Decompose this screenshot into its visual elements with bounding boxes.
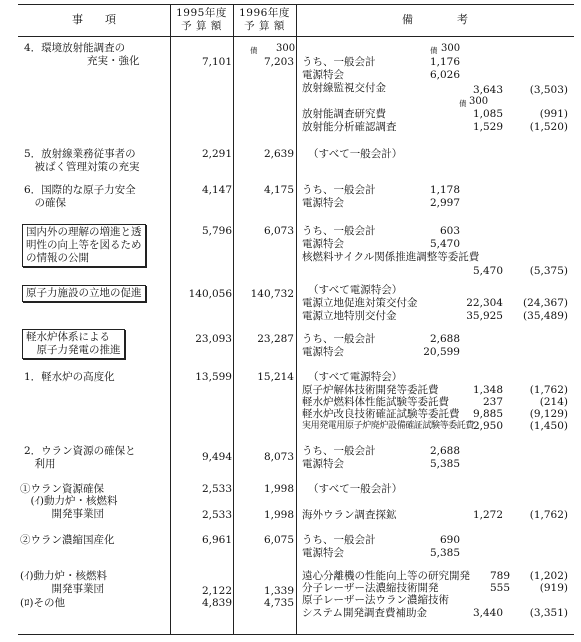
value-1995: 4,147 xyxy=(201,184,232,196)
note-amount: 2,688 xyxy=(429,333,460,345)
note-prev: (214) xyxy=(539,396,568,408)
item-title: ②ウラン濃縮国産化 xyxy=(20,534,115,546)
note-text: 放射線監視交付金 xyxy=(302,82,386,94)
note-amount: 5,385 xyxy=(429,458,460,470)
value-1995: 9,494 xyxy=(201,451,232,463)
note-text: 電源特会 xyxy=(302,458,344,470)
note-text: 核燃料サイクル関係推進調整等委託費 xyxy=(302,251,480,263)
note-prev: (1,450) xyxy=(529,420,568,432)
note-amount: 690 xyxy=(439,534,460,546)
note-amount: 35,925 xyxy=(466,310,503,322)
note-text: （すべて電源特会） xyxy=(308,371,403,383)
note-text: 原子炉解体技術開発等委託費 xyxy=(302,384,439,396)
value-1996: 4,735 xyxy=(263,597,294,609)
item-title-boxed: 原子力施設の立地の促進 xyxy=(22,285,146,302)
note-text: （すべて一般会計） xyxy=(308,483,403,495)
note-amount: 789 xyxy=(489,570,510,582)
value-1995: 2,533 xyxy=(201,509,232,521)
note-text: うち、一般会計 xyxy=(302,56,376,68)
value-1996: 6,073 xyxy=(263,225,294,237)
column-divider xyxy=(296,4,297,635)
debt-amount: 300 xyxy=(276,43,296,54)
note-text: 電源立地特別交付金 xyxy=(302,310,397,322)
note-amount: 237 xyxy=(482,396,503,408)
note-prev: (9,129) xyxy=(529,408,568,420)
value-1995: 140,056 xyxy=(188,288,232,300)
note-amount: 603 xyxy=(439,225,460,237)
note-amount: 1,272 xyxy=(472,509,503,521)
note-text: 原子レーザー法ウラン濃縮技術 xyxy=(302,594,449,606)
header-notes: 備 考 xyxy=(402,13,468,26)
item-title: (ｲ)動力炉・核燃料 開発事業団 xyxy=(20,570,107,595)
value-1996: 23,287 xyxy=(257,333,294,345)
note-text: 放射能調査研究費 xyxy=(302,108,386,120)
value-1995: 2,122 xyxy=(201,585,232,597)
note-amount: 6,026 xyxy=(429,69,460,81)
item-title-boxed: 国内外の理解の増進と透 明性の向上等を図るため の情報の公開 xyxy=(22,224,146,267)
note-text: うち、一般会計 xyxy=(302,225,376,237)
note-text: 実用発電用原子炉廃炉設備確証試験等委託費 xyxy=(302,421,475,431)
note-text: 電源特会 xyxy=(302,238,344,250)
note-text: 電源特会 xyxy=(302,547,344,559)
note-amount: 1,176 xyxy=(429,56,460,68)
note-text: 遠心分離機の性能向上等の研究開発 xyxy=(302,570,470,582)
note-amount: 1,348 xyxy=(472,384,503,396)
budget-table xyxy=(18,4,574,636)
column-divider xyxy=(233,4,234,635)
note-amount: 5,470 xyxy=(429,238,460,250)
note-text: うち、一般会計 xyxy=(302,534,376,546)
column-divider xyxy=(170,4,171,635)
value-1996: 15,214 xyxy=(257,371,294,383)
value-1995: 5,796 xyxy=(201,225,232,237)
note-amount: 2,688 xyxy=(429,445,460,457)
note-text: 電源特会 xyxy=(302,346,344,358)
debt-amount: 300 xyxy=(469,96,489,107)
note-amount: 2,997 xyxy=(429,197,460,209)
value-1996: 1,998 xyxy=(263,483,294,495)
item-title: 6．国際的な原子力安全 の確保 xyxy=(24,184,136,209)
note-text: うち、一般会計 xyxy=(302,184,376,196)
debt-marker: 債 xyxy=(459,99,467,108)
item-title: (ｲ)動力炉・核燃料 開発事業団 xyxy=(30,495,118,520)
item-title: 1．軽水炉の高度化 xyxy=(24,371,115,383)
note-amount: 1,178 xyxy=(429,184,460,196)
item-title: ①ウラン資源確保 xyxy=(20,483,104,495)
note-prev: (919) xyxy=(539,582,568,594)
note-text: 電源特会 xyxy=(302,69,344,81)
note-text: うち、一般会計 xyxy=(302,445,376,457)
value-1995: 13,599 xyxy=(195,371,232,383)
note-text: システム開発調査費補助金 xyxy=(302,607,427,619)
value-1995: 2,291 xyxy=(201,148,232,160)
note-amount: 1,529 xyxy=(472,121,503,133)
value-1996: 8,073 xyxy=(263,451,294,463)
note-amount: 3,643 xyxy=(472,84,503,96)
value-1996: 7,203 xyxy=(263,56,294,68)
value-1995: 6,961 xyxy=(201,534,232,546)
note-amount: 20,599 xyxy=(423,346,460,358)
note-text: 軽水炉改良技術確証試験等委託費 xyxy=(302,408,460,420)
note-prev: (3,503) xyxy=(529,84,568,96)
note-text: 放射能分析確認調査 xyxy=(302,121,397,133)
value-1995: 7,101 xyxy=(201,56,232,68)
note-prev: (35,489) xyxy=(523,310,568,322)
item-title: 2．ウラン資源の確保と 利用 xyxy=(24,445,136,470)
note-text: 軽水炉燃料体性能試験等委託費 xyxy=(302,396,449,408)
note-amount: 2,950 xyxy=(472,420,503,432)
value-1996: 6,075 xyxy=(263,534,294,546)
note-amount: 5,385 xyxy=(429,547,460,559)
note-amount: 3,440 xyxy=(472,607,503,619)
debt-marker: 債 xyxy=(250,46,258,55)
note-text: 海外ウラン調査探鉱 xyxy=(302,509,397,521)
item-title-boxed: 軽水炉体系による 原子力発電の推進 xyxy=(22,329,125,359)
value-1995: 23,093 xyxy=(195,333,232,345)
value-1995: 2,533 xyxy=(201,483,232,495)
value-1996: 4,175 xyxy=(263,184,294,196)
value-1996: 140,732 xyxy=(250,288,294,300)
item-title: (ﾛ)その他 xyxy=(20,597,65,609)
note-prev: (1,520) xyxy=(529,121,568,133)
note-amount: 5,470 xyxy=(472,265,503,277)
note-amount: 555 xyxy=(489,582,510,594)
note-prev: (3,351) xyxy=(529,607,568,619)
note-amount: 9,885 xyxy=(472,408,503,420)
note-text: （すべて電源特会） xyxy=(308,284,403,296)
debt-amount: 300 xyxy=(441,43,461,54)
note-amount: 1,085 xyxy=(472,108,503,120)
debt-marker: 債 xyxy=(430,46,438,55)
note-prev: (1,202) xyxy=(529,570,568,582)
header-1996: 1996年度 予 算 額 xyxy=(239,7,290,32)
note-text: 分子レーザー法濃縮技術開発 xyxy=(302,582,439,594)
note-prev: (5,375) xyxy=(529,265,568,277)
note-prev: (1,762) xyxy=(529,509,568,521)
note-text: うち、一般会計 xyxy=(302,333,376,345)
value-1996: 1,339 xyxy=(263,585,294,597)
note-prev: (1,762) xyxy=(529,384,568,396)
value-1996: 2,639 xyxy=(263,148,294,160)
value-1995: 4,839 xyxy=(201,597,232,609)
item-title: 5．放射線業務従事者の 被ばく管理対策の充実 xyxy=(24,148,140,173)
note-amount: 22,304 xyxy=(466,297,503,309)
item-title: 4．環境放射能調査の 充実・強化 xyxy=(24,42,140,67)
note-text: 電源立地促進対策交付金 xyxy=(302,297,418,309)
value-1996: 1,998 xyxy=(263,509,294,521)
header-item: 事 項 xyxy=(72,13,116,26)
note-prev: (24,367) xyxy=(523,297,568,309)
note-text: （すべて一般会計） xyxy=(308,148,403,160)
header-1995: 1995年度 予 算 額 xyxy=(176,7,227,32)
note-text: 電源特会 xyxy=(302,197,344,209)
note-prev: (991) xyxy=(539,108,568,120)
